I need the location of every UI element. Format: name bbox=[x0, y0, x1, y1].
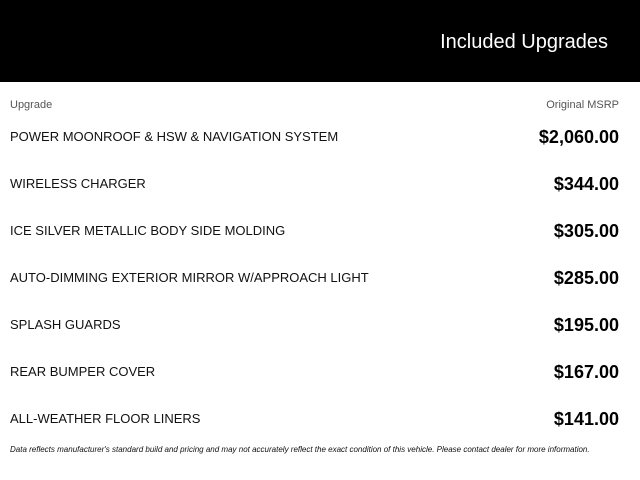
disclaimer-text: Data reflects manufacturer's standard build and pricing and may not accurately reflect the exact condition of this vehicle. Please contact dealer for more information. bbox=[10, 445, 590, 454]
list-item bbox=[10, 216, 619, 242]
list-item bbox=[10, 263, 619, 289]
upgrade-price: $167.00 bbox=[553, 362, 619, 382]
list-item bbox=[10, 310, 619, 336]
upgrade-name: POWER MOONROOF & HSW & NAVIGATION SYSTEM bbox=[10, 129, 339, 144]
upgrade-name: ICE SILVER METALLIC BODY SIDE MOLDING bbox=[10, 223, 286, 238]
upgrade-column-header: Upgrade bbox=[10, 99, 53, 111]
msrp-column-header: Original MSRP bbox=[546, 99, 619, 111]
upgrade-name: REAR BUMPER COVER bbox=[10, 364, 156, 379]
upgrade-name: WIRELESS CHARGER bbox=[10, 176, 146, 191]
upgrades-list bbox=[10, 0, 619, 480]
upgrade-price: $285.00 bbox=[553, 268, 619, 288]
upgrade-name: AUTO-DIMMING EXTERIOR MIRROR W/APPROACH LIGHT bbox=[10, 270, 369, 285]
upgrade-price: $195.00 bbox=[553, 315, 619, 335]
upgrade-price: $344.00 bbox=[553, 174, 619, 194]
list-item bbox=[10, 404, 619, 430]
upgrade-price: $141.00 bbox=[553, 409, 619, 429]
list-item bbox=[10, 357, 619, 383]
list-item bbox=[10, 169, 619, 195]
upgrade-name: ALL-WEATHER FLOOR LINERS bbox=[10, 411, 201, 426]
upgrade-name: SPLASH GUARDS bbox=[10, 317, 121, 332]
list-item bbox=[10, 122, 619, 148]
upgrade-price: $305.00 bbox=[553, 221, 619, 241]
upgrade-price: $2,060.00 bbox=[538, 127, 619, 147]
page-title: Included Upgrades bbox=[440, 31, 608, 53]
